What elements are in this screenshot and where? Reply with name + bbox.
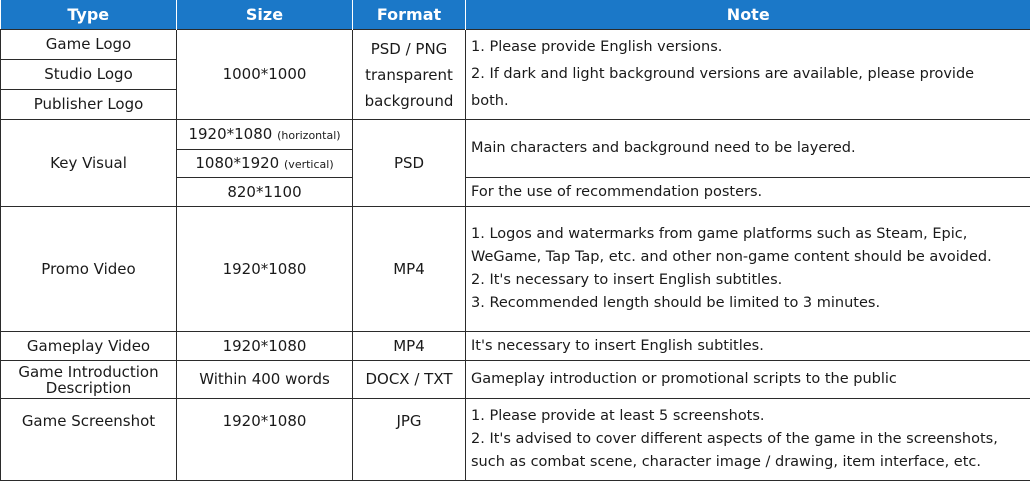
table-row: [1, 361, 1030, 399]
header-row: [1, 0, 1030, 30]
header-size: Size: [177, 0, 353, 30]
note-line: such as combat scene, character image / drawing, item interface, etc.: [471, 454, 981, 470]
table-row: [1, 207, 1030, 332]
type-line: Description: [45, 378, 132, 397]
note-line: 2. It's advised to cover different aspects of the game in the screenshots,: [471, 431, 998, 447]
size-cell: 820*1100: [177, 178, 353, 207]
format-line: background: [364, 91, 454, 110]
format-cell: MP4: [353, 207, 466, 332]
note-line: 3. Recommended length should be limited to 3 minutes.: [471, 295, 881, 311]
note-line: 2. It's necessary to insert English subtitles.: [471, 272, 783, 288]
size-cell: [177, 150, 353, 178]
format-cell: JPG: [353, 399, 466, 481]
type-line: Game Introduction: [18, 362, 159, 381]
note-cell: It's necessary to insert English subtitles.: [466, 332, 1030, 361]
size-cell: 1920*1080: [177, 399, 353, 481]
note-line: 1. Logos and watermarks from game platforms such as Steam, Epic,: [471, 226, 968, 242]
note-line: both.: [471, 93, 509, 109]
format-line: transparent: [365, 65, 453, 84]
header-type: Type: [1, 0, 177, 30]
size-value: 1920*1080: [188, 124, 273, 143]
note-cell: Main characters and background need to be layered.: [466, 120, 1030, 178]
type-cell: Promo Video: [1, 207, 177, 332]
size-orientation: (horizontal): [277, 128, 341, 142]
note-cell: Gameplay introduction or promotional scripts to the public: [466, 361, 1030, 399]
note-line: 2. If dark and light background versions are available, please provide: [471, 66, 975, 82]
note-line: 1. Please provide English versions.: [471, 39, 723, 55]
type-cell: Game Logo: [1, 30, 177, 60]
format-cell: MP4: [353, 332, 466, 361]
note-line: 1. Please provide at least 5 screenshots.: [471, 408, 765, 424]
size-value: 1080*1920: [195, 153, 280, 172]
table-row: [1, 332, 1030, 361]
note-line: WeGame, Tap Tap, etc. and other non-game content should be avoided.: [471, 249, 992, 265]
header-note: Note: [466, 0, 1030, 30]
type-cell: Gameplay Video: [1, 332, 177, 361]
size-orientation: (vertical): [284, 157, 334, 171]
type-cell: Game Screenshot: [1, 399, 177, 481]
size-cell: [177, 120, 353, 150]
format-line: PSD / PNG: [370, 39, 448, 58]
table-row: [1, 399, 1030, 481]
size-cell: 1920*1080: [177, 207, 353, 332]
table-row: [1, 30, 1030, 60]
size-cell: Within 400 words: [177, 361, 353, 399]
table-row: [1, 120, 1030, 150]
header-format: Format: [353, 0, 466, 30]
note-cell: [466, 30, 1030, 120]
type-cell: Studio Logo: [1, 60, 177, 90]
type-cell: Key Visual: [1, 120, 177, 207]
type-cell: [1, 361, 177, 399]
size-cell: 1000*1000: [177, 30, 353, 120]
format-cell: DOCX / TXT: [353, 361, 466, 399]
size-cell: 1920*1080: [177, 332, 353, 361]
note-cell: For the use of recommendation posters.: [466, 178, 1030, 207]
note-cell: [466, 399, 1030, 481]
type-cell: Publisher Logo: [1, 90, 177, 120]
note-cell: [466, 207, 1030, 332]
format-cell: PSD: [353, 120, 466, 207]
format-cell: [353, 30, 466, 120]
